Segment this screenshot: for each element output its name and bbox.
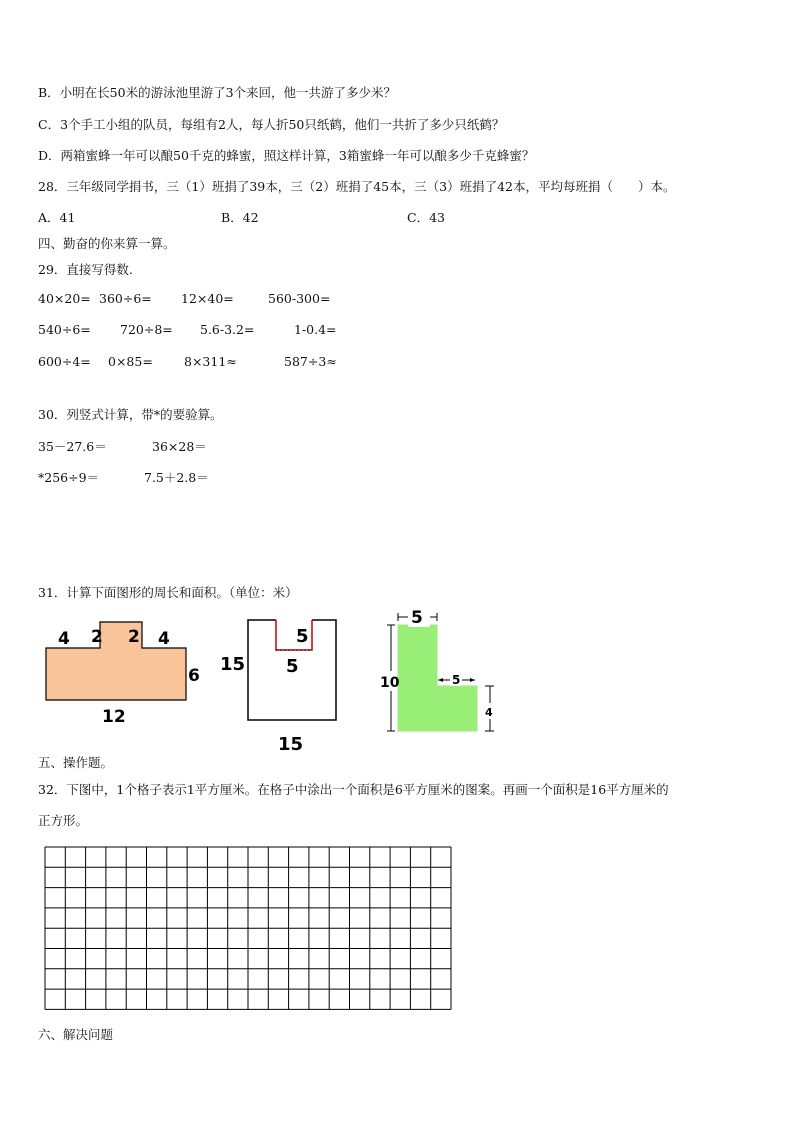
- q29-item: 1-0.4=: [294, 322, 337, 337]
- q28-option-b: B．42: [221, 210, 259, 225]
- q30-item: 36×28＝: [152, 439, 207, 454]
- figure-3-label: 5: [411, 608, 423, 628]
- figure-2-label: 15: [220, 654, 246, 675]
- section-6-heading: 六、解决问题: [38, 1027, 114, 1042]
- figure-3-label: 10: [380, 675, 400, 691]
- figure-2-notched-square: [218, 612, 343, 760]
- q29-item: 720÷8=: [120, 322, 173, 337]
- question-28: 28．三年级同学捐书，三（1）班捐了39本，三（2）班捐了45本，三（3）班捐了42本，平均每班捐（ ）本。: [38, 179, 676, 194]
- question-32-line-2: 正方形。: [38, 813, 89, 828]
- q29-item: 587÷3≈: [284, 354, 337, 369]
- q29-item: 540÷6=: [38, 322, 91, 337]
- figure-3-shape: [398, 625, 477, 731]
- q29-item: 40×20=: [38, 291, 91, 306]
- figure-3-label: 4: [485, 706, 493, 719]
- q29-item: 0×85=: [108, 354, 153, 369]
- q27-option-d: D．两箱蜜蜂一年可以酿50千克的蜂蜜，照这样计算，3箱蜜蜂一年可以酿多少千克蜂蜜？: [38, 148, 535, 163]
- figure-3-label: 5: [452, 673, 461, 687]
- figure-2-label: 5: [296, 626, 309, 647]
- figure-1-label: 2: [128, 627, 140, 647]
- question-29: 29．直接写得数.: [38, 262, 133, 277]
- q29-item: 5.6-3.2=: [200, 322, 255, 337]
- q29-item: 12×40=: [181, 291, 234, 306]
- question-30: 30．列竖式计算，带*的要验算。: [38, 407, 223, 422]
- q29-item: 8×311≈: [184, 354, 237, 369]
- q30-item: *256÷9＝: [38, 470, 100, 485]
- figure-2-label: 5: [286, 656, 299, 677]
- q28-option-c: C．43: [407, 210, 445, 225]
- question-32-line-1: 32．下图中，1个格子表示1平方厘米。在格子中涂出一个面积是6平方厘米的图案。再画一个面积是16平方厘米的: [38, 782, 669, 797]
- figure-1-label: 12: [102, 707, 126, 727]
- question-31: 31．计算下面图形的周长和面积。（单位：米）: [38, 585, 298, 600]
- section-5-heading: 五、操作题。: [38, 755, 114, 770]
- q29-item: 600÷4=: [38, 354, 91, 369]
- square-grid[interactable]: [44, 846, 454, 1012]
- figure-1-label: 2: [91, 627, 103, 647]
- section-4-heading: 四、勤奋的你来算一算。: [38, 236, 176, 251]
- q27-option-c: C．3个手工小组的队员，每组有2人，每人折50只纸鹤，他们一共折了多少只纸鹤？: [38, 117, 505, 132]
- figure-1-label: 4: [58, 629, 70, 649]
- q29-item: 360÷6=: [99, 291, 152, 306]
- figure-3-l-shape: [378, 603, 508, 738]
- q29-item: 560-300=: [268, 291, 331, 306]
- q28-option-a: A．41: [38, 210, 76, 225]
- q27-option-b: B．小明在长50米的游泳池里游了3个来回，他一共游了多少米？: [38, 85, 397, 100]
- figure-1-label: 4: [158, 629, 170, 649]
- q30-item: 7.5＋2.8＝: [144, 470, 209, 485]
- figure-1-label: 6: [188, 666, 200, 686]
- figure-1-t-shape: [38, 618, 208, 728]
- figure-2-label: 15: [278, 734, 304, 755]
- q30-item: 35－27.6＝: [38, 439, 107, 454]
